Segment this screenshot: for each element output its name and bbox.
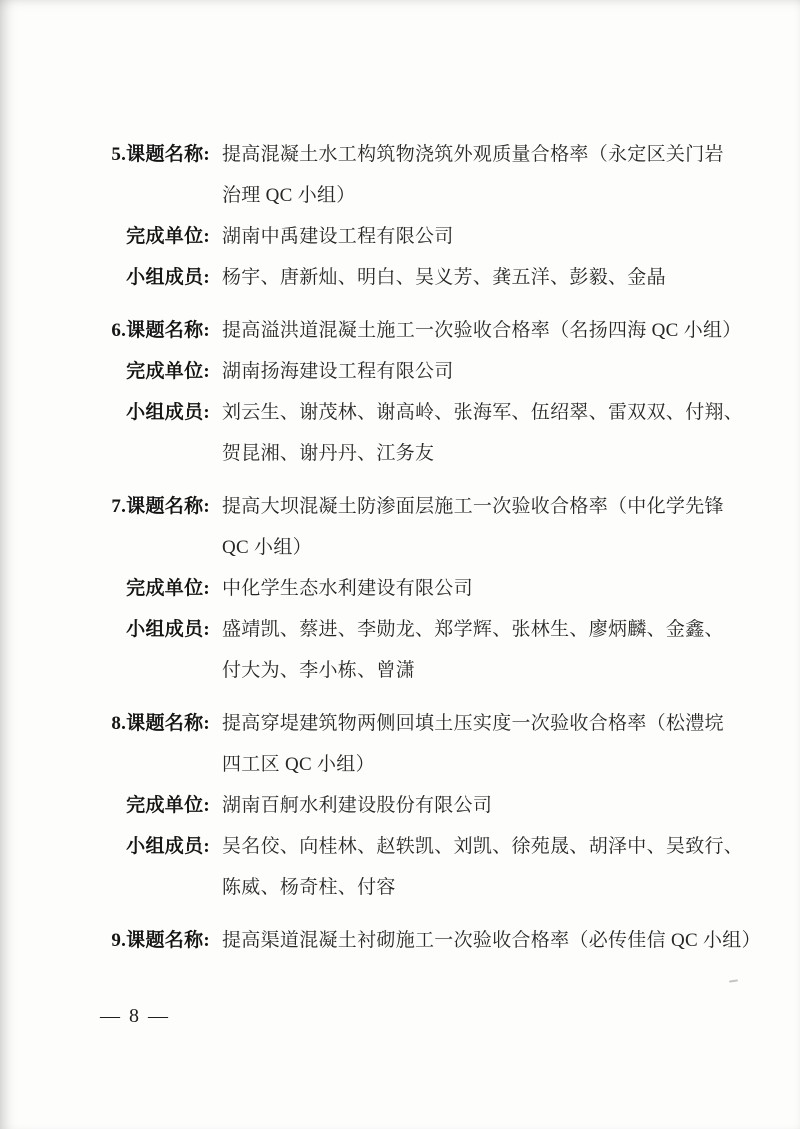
- members-label: 小组成员:: [126, 836, 210, 857]
- item-8-members-line-1: [110, 826, 744, 867]
- topic-label: 6.课题名称:: [111, 320, 210, 341]
- item-6-members-line-1: [110, 392, 744, 433]
- topic-text-continued: 治理 QC 小组）: [222, 185, 356, 206]
- members-label: 小组成员:: [126, 619, 210, 640]
- unit-label: 完成单位:: [126, 578, 210, 599]
- item-5-unit-line: [110, 216, 730, 257]
- document-body: [110, 134, 761, 961]
- members-label: 小组成员:: [126, 402, 210, 423]
- topic-text: 提高混凝土水工构筑物浇筑外观质量合格率（永定区关门岩: [222, 144, 724, 165]
- label-spacer: [110, 433, 210, 474]
- unit-label: 完成单位:: [126, 361, 210, 382]
- unit-text: 湖南中禹建设工程有限公司: [222, 226, 454, 247]
- topic-label: 5.课题名称:: [111, 144, 210, 165]
- topic-label: 7.课题名称:: [111, 496, 210, 517]
- topic-text-continued: 四工区 QC 小组）: [222, 754, 375, 775]
- members-text-continued: 付大为、李小栋、曾潇: [222, 660, 416, 681]
- item-7-members-line-1: [110, 609, 730, 650]
- page-number: — 8 —: [100, 1005, 170, 1027]
- item-5-title-line-2: [110, 175, 730, 216]
- item-6-members-line-2: [110, 433, 730, 474]
- item-5: [110, 134, 730, 298]
- unit-label: 完成单位:: [126, 226, 210, 247]
- topic-text-continued: QC 小组）: [222, 537, 312, 558]
- item-7-members-line-2: [110, 650, 730, 691]
- label-spacer: [110, 744, 210, 785]
- label-spacer: [110, 867, 210, 908]
- members-text-continued: 贺昆湘、谢丹丹、江务友: [222, 443, 435, 464]
- unit-text: 湖南百舸水利建设股份有限公司: [222, 795, 493, 816]
- topic-text: 提高穿堤建筑物两侧回填土压实度一次验收合格率（松澧垸: [222, 713, 724, 734]
- members-label: 小组成员:: [126, 267, 210, 288]
- item-6-title-line: [110, 310, 742, 351]
- item-7-unit-line: [110, 568, 730, 609]
- item-5-title-line-1: [110, 134, 730, 175]
- members-text: 刘云生、谢茂林、谢高岭、张海军、伍绍翠、雷双双、付翔、: [222, 402, 744, 423]
- item-7: [110, 486, 730, 691]
- item-8-unit-line: [110, 785, 730, 826]
- item-7-title-line-2: [110, 527, 730, 568]
- label-spacer: [110, 175, 210, 216]
- topic-label: 8.课题名称:: [111, 713, 210, 734]
- item-9: [110, 920, 761, 961]
- item-8-title-line-2: [110, 744, 730, 785]
- item-8: [110, 703, 744, 908]
- topic-label: 9.课题名称:: [111, 930, 210, 951]
- topic-text: 提高大坝混凝土防渗面层施工一次验收合格率（中化学先锋: [222, 496, 724, 517]
- item-6-unit-line: [110, 351, 730, 392]
- item-6: [110, 310, 744, 474]
- topic-text: 提高渠道混凝土衬砌施工一次验收合格率（必传佳信 QC 小组）: [222, 930, 761, 951]
- scan-artifact-mark: [729, 979, 738, 982]
- members-text: 杨宇、唐新灿、明白、吴义芳、龚五洋、彭毅、金晶: [222, 267, 666, 288]
- item-7-title-line-1: [110, 486, 730, 527]
- members-text: 盛靖凯、蔡进、李勋龙、郑学辉、张林生、廖炳麟、金鑫、: [222, 619, 724, 640]
- label-spacer: [110, 527, 210, 568]
- unit-label: 完成单位:: [126, 795, 210, 816]
- topic-text: 提高溢洪道混凝土施工一次验收合格率（名扬四海 QC 小组）: [222, 320, 742, 341]
- label-spacer: [110, 650, 210, 691]
- members-text-continued: 陈威、杨奇柱、付容: [222, 877, 396, 898]
- item-9-title-line: [110, 920, 761, 961]
- item-5-members-line: [110, 257, 730, 298]
- members-text: 吴名佼、向桂林、赵轶凯、刘凯、徐苑晟、胡泽中、吴致行、: [222, 836, 744, 857]
- unit-text: 中化学生态水利建设有限公司: [222, 578, 473, 599]
- item-8-title-line-1: [110, 703, 730, 744]
- item-8-members-line-2: [110, 867, 730, 908]
- unit-text: 湖南扬海建设工程有限公司: [222, 361, 454, 382]
